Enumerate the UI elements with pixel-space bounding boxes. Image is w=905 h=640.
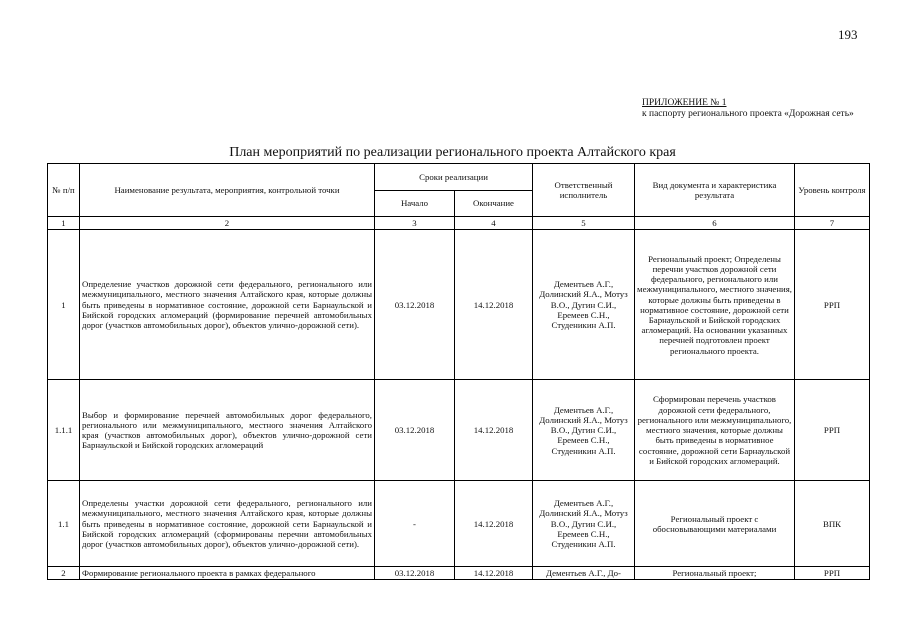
row-end-date: 14.12.2018 — [455, 380, 533, 481]
header-control-level: Уровень контроля — [795, 164, 870, 217]
column-number: 3 — [375, 217, 455, 230]
row-responsible: Дементьев А.Г., Долинский Я.А., Мотуз В.О., Дугин С.И., Еремеев С.Н., Студеникин А.П. — [533, 481, 635, 567]
row-number: 1.1 — [48, 481, 80, 567]
row-start-date: 03.12.2018 — [375, 230, 455, 380]
row-control-level: РРП — [795, 380, 870, 481]
row-end-date: 14.12.2018 — [455, 567, 533, 580]
row-responsible: Дементьев А.Г., Долинский Я.А., Мотуз В.О., Дугин С.И., Еремеев С.Н., Студеникин А.П. — [533, 380, 635, 481]
appendix-subtitle: к паспорту регионального проекта «Дорожная сеть» — [642, 109, 854, 119]
header-dates: Сроки реализации — [375, 164, 533, 191]
appendix-block — [642, 98, 872, 120]
header-document: Вид документа и характеристика результата — [635, 164, 795, 217]
header-row — [48, 164, 870, 191]
table-row — [48, 380, 870, 481]
row-name: Определение участков дорожной сети федерального, регионального или межмуниципального, местного значения Алтайского края, которые должны быть приведены в нормативное состояние, дорожной сети Барнаульской и Бийской городских агломераций (формирование перечней автомобильных дорог (участков автомобильных дорог), объектов улично-дорожной сети). — [80, 230, 375, 380]
row-control-level: ВПК — [795, 481, 870, 567]
row-start-date: 03.12.2018 — [375, 380, 455, 481]
row-number: 1.1.1 — [48, 380, 80, 481]
header-name: Наименование результата, мероприятия, контрольной точки — [80, 164, 375, 217]
header-num: № п/п — [48, 164, 80, 217]
column-number: 5 — [533, 217, 635, 230]
header-end: Окончание — [455, 191, 533, 217]
row-document: Сформирован перечень участков дорожной сети федерального, регионального или межмуниципального, местного значения, которые должны быть приведены в нормативное состояние, дорожной сети Барнаульской и Бийской городских агломераций. — [635, 380, 795, 481]
header-start: Начало — [375, 191, 455, 217]
row-document: Региональный проект с обосновывающими материалами — [635, 481, 795, 567]
row-document: Региональный проект; Определены перечни участков дорожной сети федерального, регионального или межмуниципального, местного значения, которые должны быть приведены в нормативное состояние, дорожной сети Барнаульской и Бийской городских агломераций. На основании указанных перечней подготовлен проект регионального проекта. — [635, 230, 795, 380]
plan-table — [47, 163, 870, 580]
header-responsible: Ответственный исполнитель — [533, 164, 635, 217]
column-number: 1 — [48, 217, 80, 230]
row-control-level: РРП — [795, 230, 870, 380]
table-row — [48, 230, 870, 380]
row-name: Определены участки дорожной сети федерального, регионального или межмуниципального, местного значения Алтайского края, которые должны быть приведены в нормативное состояние, дорожной сети Барнаульской и Бийской городских агломераций (сформированы перечни автомобильных дорог (участков автомобильных дорог), объектов улично-дорожной сети). — [80, 481, 375, 567]
row-end-date: 14.12.2018 — [455, 230, 533, 380]
row-responsible: Дементьев А.Г., До- — [533, 567, 635, 580]
row-responsible: Дементьев А.Г., Долинский Я.А., Мотуз В.О., Дугин С.И., Еремеев С.Н., Студеникин А.П. — [533, 230, 635, 380]
column-number-row — [48, 217, 870, 230]
row-start-date: - — [375, 481, 455, 567]
table-row — [48, 567, 870, 580]
row-name: Выбор и формирование перечней автомобильных дорог федерального, регионального или межмуниципального, местного значения Алтайского края (участков автомобильных дорог), объектов улично-дорожной сети Барнаульской и Бийской городских агломераций — [80, 380, 375, 481]
row-start-date: 03.12.2018 — [375, 567, 455, 580]
column-number: 6 — [635, 217, 795, 230]
row-end-date: 14.12.2018 — [455, 481, 533, 567]
table-row — [48, 481, 870, 567]
row-document: Региональный проект; — [635, 567, 795, 580]
row-name: Формирование регионального проекта в рамках федерального — [80, 567, 375, 580]
document-title: План мероприятий по реализации регионального проекта Алтайского края — [229, 145, 676, 160]
row-number: 1 — [48, 230, 80, 380]
appendix-title: ПРИЛОЖЕНИЕ № 1 — [642, 98, 727, 108]
row-control-level: РРП — [795, 567, 870, 580]
column-number: 2 — [80, 217, 375, 230]
column-number: 7 — [795, 217, 870, 230]
page-number: 193 — [838, 27, 858, 42]
column-number: 4 — [455, 217, 533, 230]
row-number: 2 — [48, 567, 80, 580]
